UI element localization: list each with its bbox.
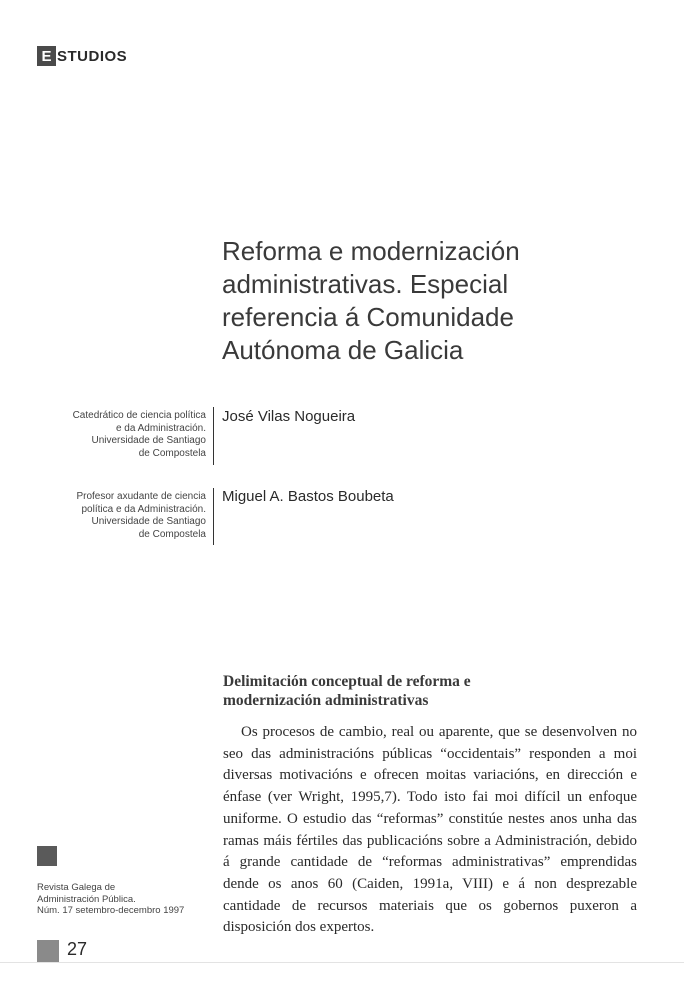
page-marker-square [37, 940, 59, 962]
affiliation-line: Universidade de Santiago [91, 516, 206, 527]
affiliation-line: Profesor axudante de ciencia [76, 491, 206, 502]
journal-info-line: Núm. 17 setembro-decembro 1997 [37, 905, 185, 916]
section-heading [223, 672, 553, 710]
author-affiliation [30, 491, 206, 541]
section-initial-box: E [37, 46, 56, 66]
journal-info [37, 882, 217, 917]
affiliation-line: Catedrático de ciencia política [72, 410, 206, 421]
affiliation-line: de Compostela [138, 447, 206, 459]
article-title-line: Reforma e modernización [222, 236, 520, 266]
journal-info-line: Administración Pública. [37, 893, 136, 905]
affiliation-line: de Compostela [138, 528, 206, 540]
affiliation-line: e da Administración. [115, 422, 206, 434]
article-title-line: referencia á Comunidade [222, 302, 514, 332]
journal-marker-square [37, 846, 57, 866]
affiliation-divider [213, 488, 214, 545]
footer-rule [0, 962, 684, 963]
affiliation-divider [213, 407, 214, 465]
article-title [222, 235, 642, 367]
author-name: José Vilas Nogueira [222, 408, 356, 425]
page-number: 27 [67, 939, 88, 959]
author-affiliation [30, 410, 206, 460]
affiliation-line: Universidade de Santiago [91, 435, 206, 446]
affiliation-line: política e da Administración. [81, 503, 206, 515]
section-heading-line: Delimitación conceptual de reforma e [223, 673, 471, 690]
article-title-line: Autónoma de Galicia [222, 335, 464, 365]
journal-info-line: Revista Galega de [37, 882, 116, 893]
article-title-line: administrativas. Especial [222, 269, 509, 299]
section-label [37, 46, 127, 66]
section-label-text: STUDIOS [57, 47, 128, 65]
body-paragraph: Os procesos de cambio, real ou aparente, que se desenvolven no seo das administracións públicas “occidentais” responden a moi diversas motivacións e ofrecen moitas variacións, en dirección e énfase (ver Wright, 1995,7). Todo isto fai moi difícil un enfoque uniforme. O estudio das “reformas” constitúe nestes anos unha das ramas máis fértiles das publicacións sobre a Administración, debido á grande cantidade de “reformas administrativas” emprendidas dende os anos 60 (Caiden, 1991a, VIII) e á non desprezable cantidade de recursos materiais que os gobernos puxeron a disposición dos expertos. [223, 724, 637, 936]
author-name: Miguel A. Bastos Boubeta [222, 488, 394, 505]
section-heading-line: modernización administrativas [223, 692, 429, 709]
